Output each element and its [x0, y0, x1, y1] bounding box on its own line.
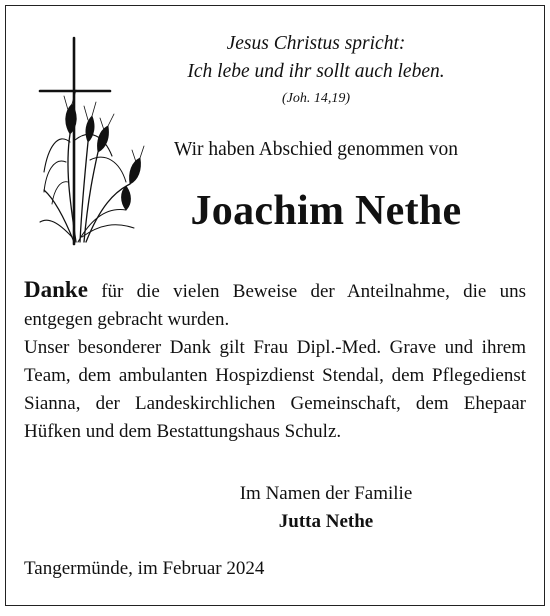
thanks-paragraph-1-text: für die vielen Beweise der Anteilnahme, die uns entgegen gebracht wurden. [24, 281, 526, 330]
quote-line-1: Jesus Christus spricht: [226, 33, 406, 54]
signoff [176, 480, 476, 536]
quote-line-2: Ich lebe und ihr sollt auch leben. [187, 61, 445, 82]
danke-lead-word: Danke [24, 277, 88, 302]
thanks-paragraph-1 [24, 276, 526, 334]
signer-name: Jutta Nethe [278, 511, 374, 532]
thanks-paragraph-2: Unser besonderer Dank gilt Frau Dipl.-Med. Grave und ihrem Team, dem ambulanten Hospizdienst Stendal, dem Pflegedienst Sianna, der Landeskirchlichen Gemeinschaft, dem Ehepaar Hüfken und dem Bestattungshaus Schulz. [24, 337, 526, 442]
obituary-notice [5, 5, 545, 606]
deceased-name: Joachim Nethe [190, 188, 462, 234]
intro-line: Wir haben Abschied genommen von [173, 139, 459, 160]
quote-reference: (Joh. 14,19) [281, 91, 351, 106]
place-and-date: Tangermünde, im Februar 2024 [24, 558, 265, 579]
bible-quote [146, 30, 486, 110]
thanks-text [24, 276, 526, 446]
signoff-line: Im Namen der Familie [239, 483, 413, 504]
